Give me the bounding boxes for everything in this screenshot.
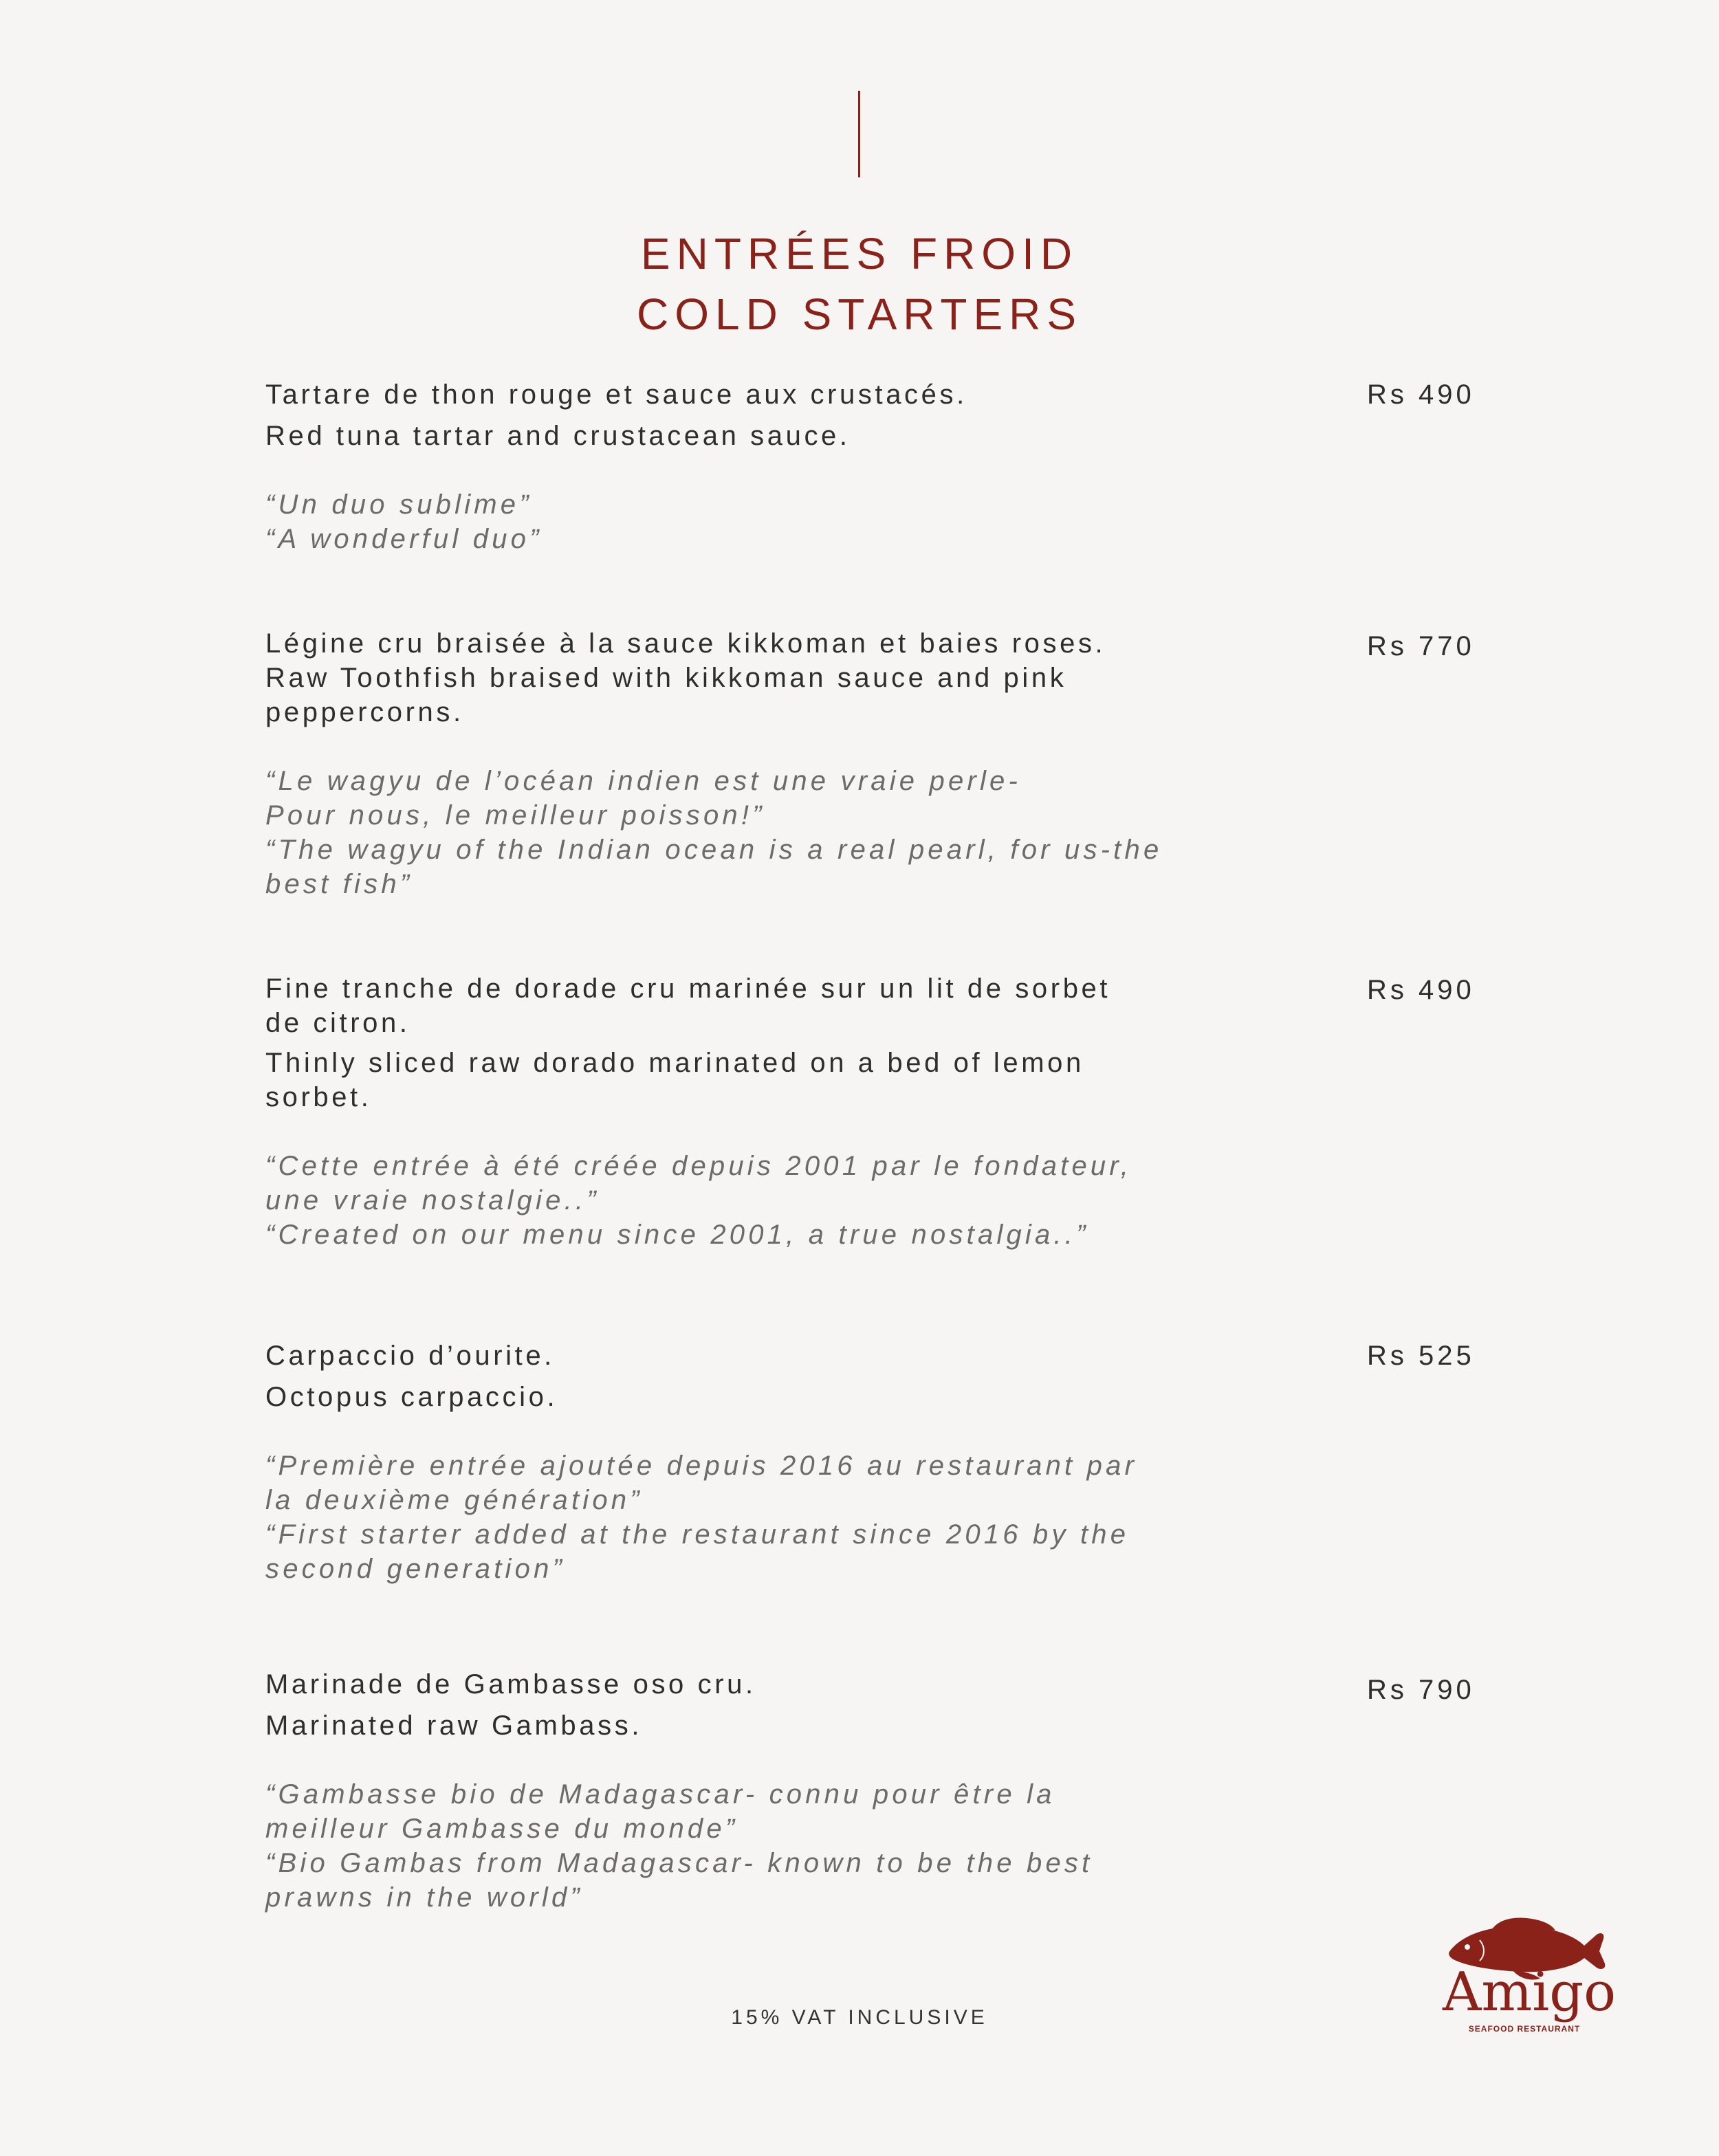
logo-name: Amigo [1443,1961,1617,2023]
item-quote-line: “Première entrée ajoutée depuis 2016 au restaurant par [265,1451,1138,1481]
logo-tagline: SEAFOOD RESTAURANT [1468,2024,1581,2034]
item-quote-line: “A wonderful duo” [265,524,543,554]
page-title-en: COLD STARTERS [636,289,1083,340]
item-name-fr: de citron. [265,1008,410,1038]
item-name-en: sorbet. [265,1082,372,1112]
item-quote-line: “Gambasse bio de Madagascar- connu pour être la [265,1779,1055,1810]
item-name-en: peppercorns. [265,697,464,727]
item-quote-line: une vraie nostalgie..” [265,1185,600,1216]
item-quote-line: “Le wagyu de l’océan indien est une vraie perle- [265,766,1022,796]
page-title-fr: ENTRÉES FROID [640,228,1079,278]
item-price: Rs 525 [1367,1341,1475,1371]
item-name-fr: Tartare de thon rouge et sauce aux crustacés. [265,380,967,410]
item-name-fr: Marinade de Gambasse oso cru. [265,1669,756,1700]
item-name-en: Red tuna tartar and crustacean sauce. [265,421,851,451]
item-price: Rs 770 [1367,631,1475,661]
item-quote-line: “Bio Gambas from Madagascar- known to be the best [265,1848,1093,1878]
item-quote-line: “Created on our menu since 2001, a true nostalgia..” [265,1220,1089,1250]
item-quote-line: best fish” [265,869,413,899]
item-name-en: Octopus carpaccio. [265,1382,558,1412]
item-quote-line: “Cette entrée à été créée depuis 2001 par le fondateur, [265,1151,1132,1181]
top-divider [858,91,860,177]
item-quote-line: prawns in the world” [265,1882,583,1913]
item-name-en: Thinly sliced raw dorado marinated on a bed of lemon [265,1048,1084,1078]
item-name-fr: Carpaccio d’ourite. [265,1341,555,1371]
item-quote-line: second generation” [265,1554,566,1584]
item-quote-line: la deuxième génération” [265,1485,643,1515]
item-quote-line: “Un duo sublime” [265,490,532,520]
item-name-en: Marinated raw Gambass. [265,1710,643,1741]
item-name-en: Raw Toothfish braised with kikkoman sauce and pink [265,663,1067,693]
fish-eye [1465,1944,1470,1950]
item-quote-line: Pour nous, le meilleur poisson!” [265,800,765,830]
item-quote-line: meilleur Gambasse du monde” [265,1814,738,1844]
item-price: Rs 490 [1367,975,1475,1005]
item-quote-line: “First starter added at the restaurant since 2016 by the [265,1519,1130,1550]
item-name-fr: Fine tranche de dorade cru marinée sur un lit de sorbet [265,974,1111,1004]
item-price: Rs 790 [1367,1675,1475,1705]
item-name-fr: Légine cru braisée à la sauce kikkoman et baies roses. [265,628,1106,659]
vat-note: 15% VAT INCLUSIVE [731,2006,988,2029]
item-quote-line: “The wagyu of the Indian ocean is a real pearl, for us-the [265,835,1163,865]
item-price: Rs 490 [1367,380,1475,410]
